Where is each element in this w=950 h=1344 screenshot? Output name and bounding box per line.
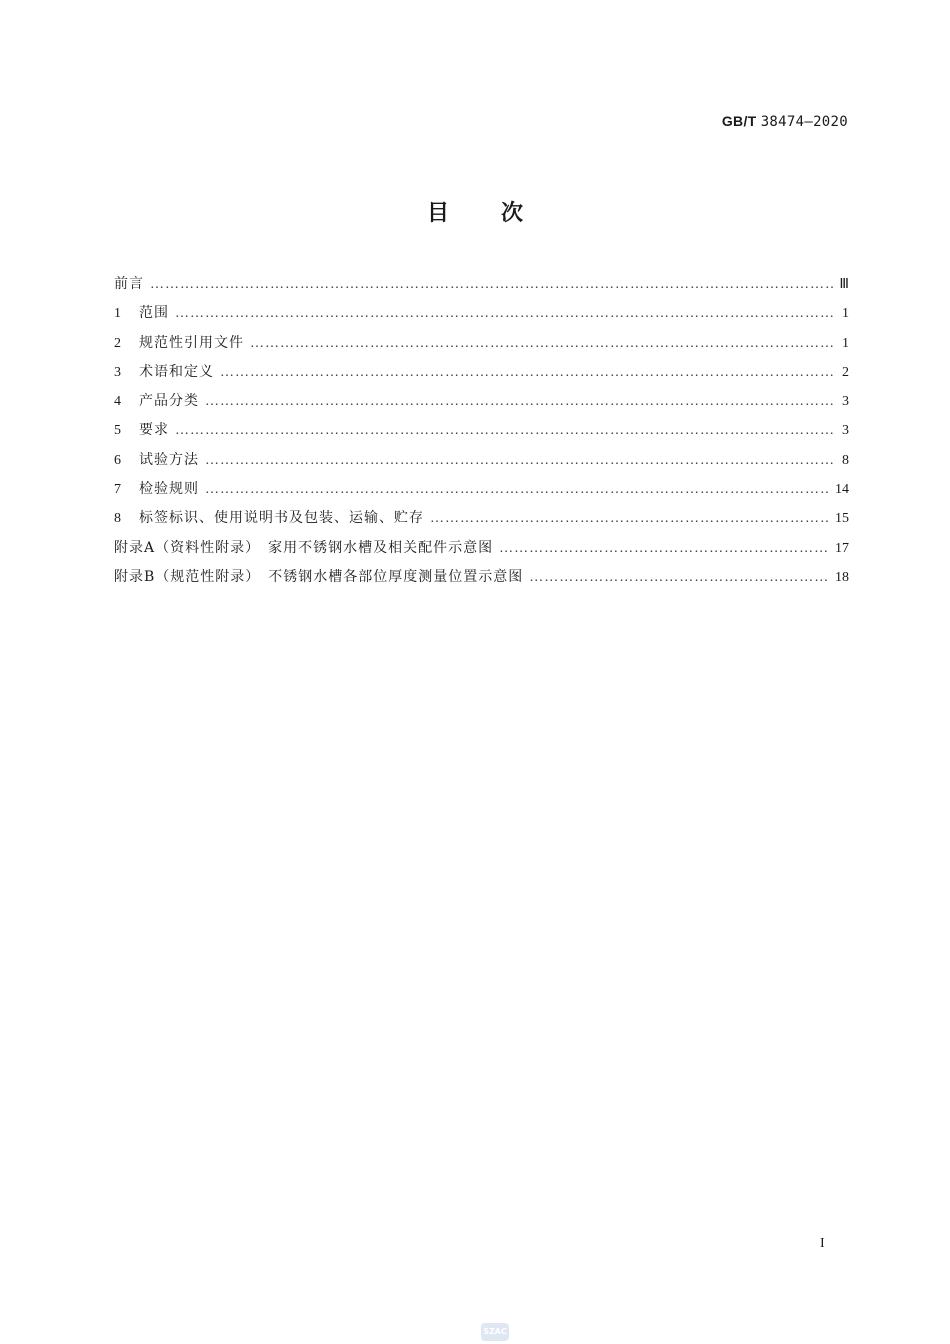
toc-leader-dots <box>175 302 833 326</box>
toc-item-label: 前言 <box>114 276 144 292</box>
toc-item-preface[interactable] <box>114 272 849 301</box>
toc-item-label: 附录A（资料性附录） 家用不锈钢水槽及相关配件示意图 <box>114 539 494 556</box>
toc-leader-dots <box>205 449 833 473</box>
toc-item-7[interactable] <box>114 477 849 506</box>
toc-item-page: 8 <box>842 452 849 468</box>
toc-item-appendix-b[interactable] <box>114 565 849 594</box>
toc-leader-dots <box>499 537 829 561</box>
toc-item-page: 3 <box>842 423 849 439</box>
toc-item-label: 术语和定义 <box>139 363 214 380</box>
toc-item-page: Ⅲ <box>839 277 849 292</box>
table-of-contents <box>114 272 849 594</box>
toc-item-label: 产品分类 <box>139 393 199 410</box>
standard-prefix: GB/T <box>721 113 757 129</box>
toc-item-page: 18 <box>835 569 849 585</box>
toc-item-4[interactable] <box>114 389 849 418</box>
page-title: 目次 <box>426 201 575 226</box>
toc-item-3[interactable] <box>114 360 849 389</box>
toc-item-number: 8 <box>114 511 121 527</box>
toc-item-label: 试验方法 <box>139 451 199 468</box>
toc-item-1[interactable] <box>114 301 849 330</box>
toc-item-label: 检验规则 <box>139 481 199 498</box>
toc-leader-dots <box>175 419 833 443</box>
standard-code <box>722 113 848 130</box>
toc-item-5[interactable] <box>114 418 849 447</box>
toc-item-page: 3 <box>842 394 849 410</box>
toc-item-page: 14 <box>835 482 849 498</box>
toc-item-number: 2 <box>114 335 121 351</box>
toc-item-label: 规范性引用文件 <box>139 334 244 351</box>
toc-item-label: 标签标识、使用说明书及包装、运输、贮存 <box>139 510 424 527</box>
toc-item-label: 范围 <box>139 305 169 322</box>
toc-item-label: 附录B（规范性附录） 不锈钢水槽各部位厚度测量位置示意图 <box>114 568 524 585</box>
toc-leader-dots <box>205 478 829 502</box>
toc-item-page: 15 <box>835 511 849 527</box>
toc-leader-dots <box>250 332 833 356</box>
toc-leader-dots <box>220 361 833 385</box>
toc-item-number: 1 <box>114 306 121 322</box>
toc-item-page: 1 <box>842 306 849 322</box>
toc-item-label: 要求 <box>139 422 169 439</box>
toc-item-number: 6 <box>114 452 121 468</box>
toc-item-appendix-a[interactable] <box>114 536 849 565</box>
toc-item-number: 7 <box>114 482 121 498</box>
toc-leader-dots <box>529 566 829 590</box>
toc-item-8[interactable] <box>114 506 849 535</box>
toc-item-page: 2 <box>842 364 849 380</box>
toc-item-page: 1 <box>842 335 849 351</box>
toc-item-page: 17 <box>835 540 849 556</box>
toc-item-number: 4 <box>114 394 121 410</box>
standard-number: 38474—2020 <box>760 114 848 130</box>
watermark-logo: SZAC <box>481 1323 509 1341</box>
toc-item-2[interactable] <box>114 331 849 360</box>
toc-item-number: 3 <box>114 364 121 380</box>
toc-leader-dots <box>205 390 833 414</box>
toc-leader-dots <box>150 273 833 297</box>
toc-item-6[interactable] <box>114 448 849 477</box>
toc-leader-dots <box>430 507 829 531</box>
page-number: I <box>820 1236 825 1251</box>
toc-item-number: 5 <box>114 423 121 439</box>
